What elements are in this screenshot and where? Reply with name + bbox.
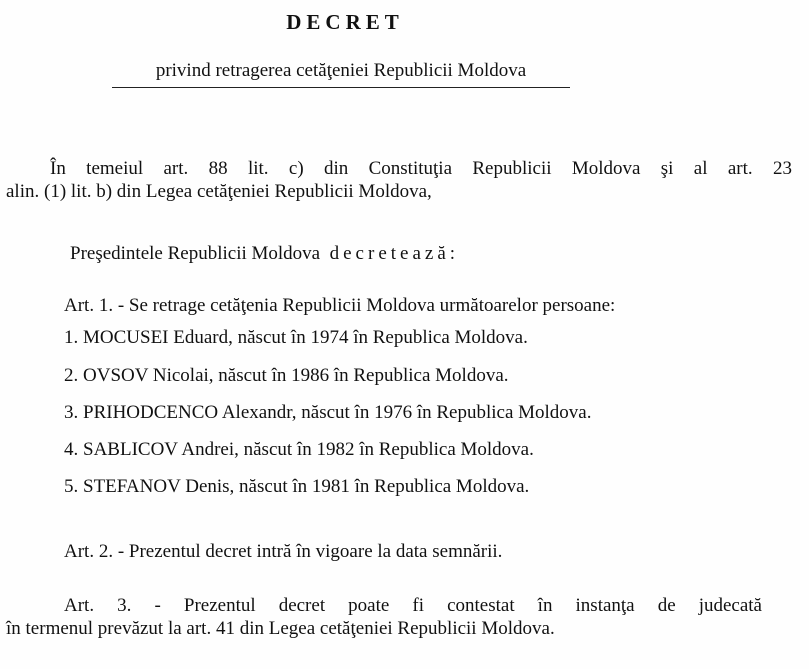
document-subtitle: privind retragerea cetăţeniei Republicii Moldova: [112, 60, 570, 88]
preamble-paragraph: [6, 157, 792, 203]
person-list-item: 1. MOCUSEI Eduard, născut în 1974 în Republica Moldova.: [64, 327, 528, 348]
preamble-line-2: alin. (1) lit. b) din Legea cetăţeniei Republicii Moldova,: [6, 181, 432, 202]
president-label: Preşedintele Republicii Moldova: [70, 243, 321, 264]
article-2: Art. 2. - Prezentul decret intră în vigoare la data semnării.: [64, 541, 503, 562]
person-list-item: 2. OVSOV Nicolai, născut în 1986 în Republica Moldova.: [64, 365, 509, 386]
article-1-intro: Art. 1. - Se retrage cetăţenia Republicii Moldova următoarelor persoane:: [64, 295, 616, 316]
decreeing-clause: [70, 242, 459, 265]
document-title: DECRET: [286, 10, 404, 34]
article-3: [6, 594, 762, 640]
decrees-word: decretează:: [329, 243, 460, 264]
preamble-line-1: În temeiul art. 88 lit. c) din Constituţia Republicii Moldova şi al art. 23: [50, 158, 792, 179]
article-3-line-2: în termenul prevăzut la art. 41 din Legea cetăţeniei Republicii Moldova.: [6, 618, 555, 639]
person-list-item: 5. STEFANOV Denis, născut în 1981 în Republica Moldova.: [64, 476, 530, 497]
person-list-item: 4. SABLICOV Andrei, născut în 1982 în Republica Moldova.: [64, 439, 534, 460]
person-list-item: 3. PRIHODCENCO Alexandr, născut în 1976 în Republica Moldova.: [64, 402, 592, 423]
article-3-line-1: Art. 3. - Prezentul decret poate fi contestat în instanţa de judecată: [64, 595, 762, 616]
